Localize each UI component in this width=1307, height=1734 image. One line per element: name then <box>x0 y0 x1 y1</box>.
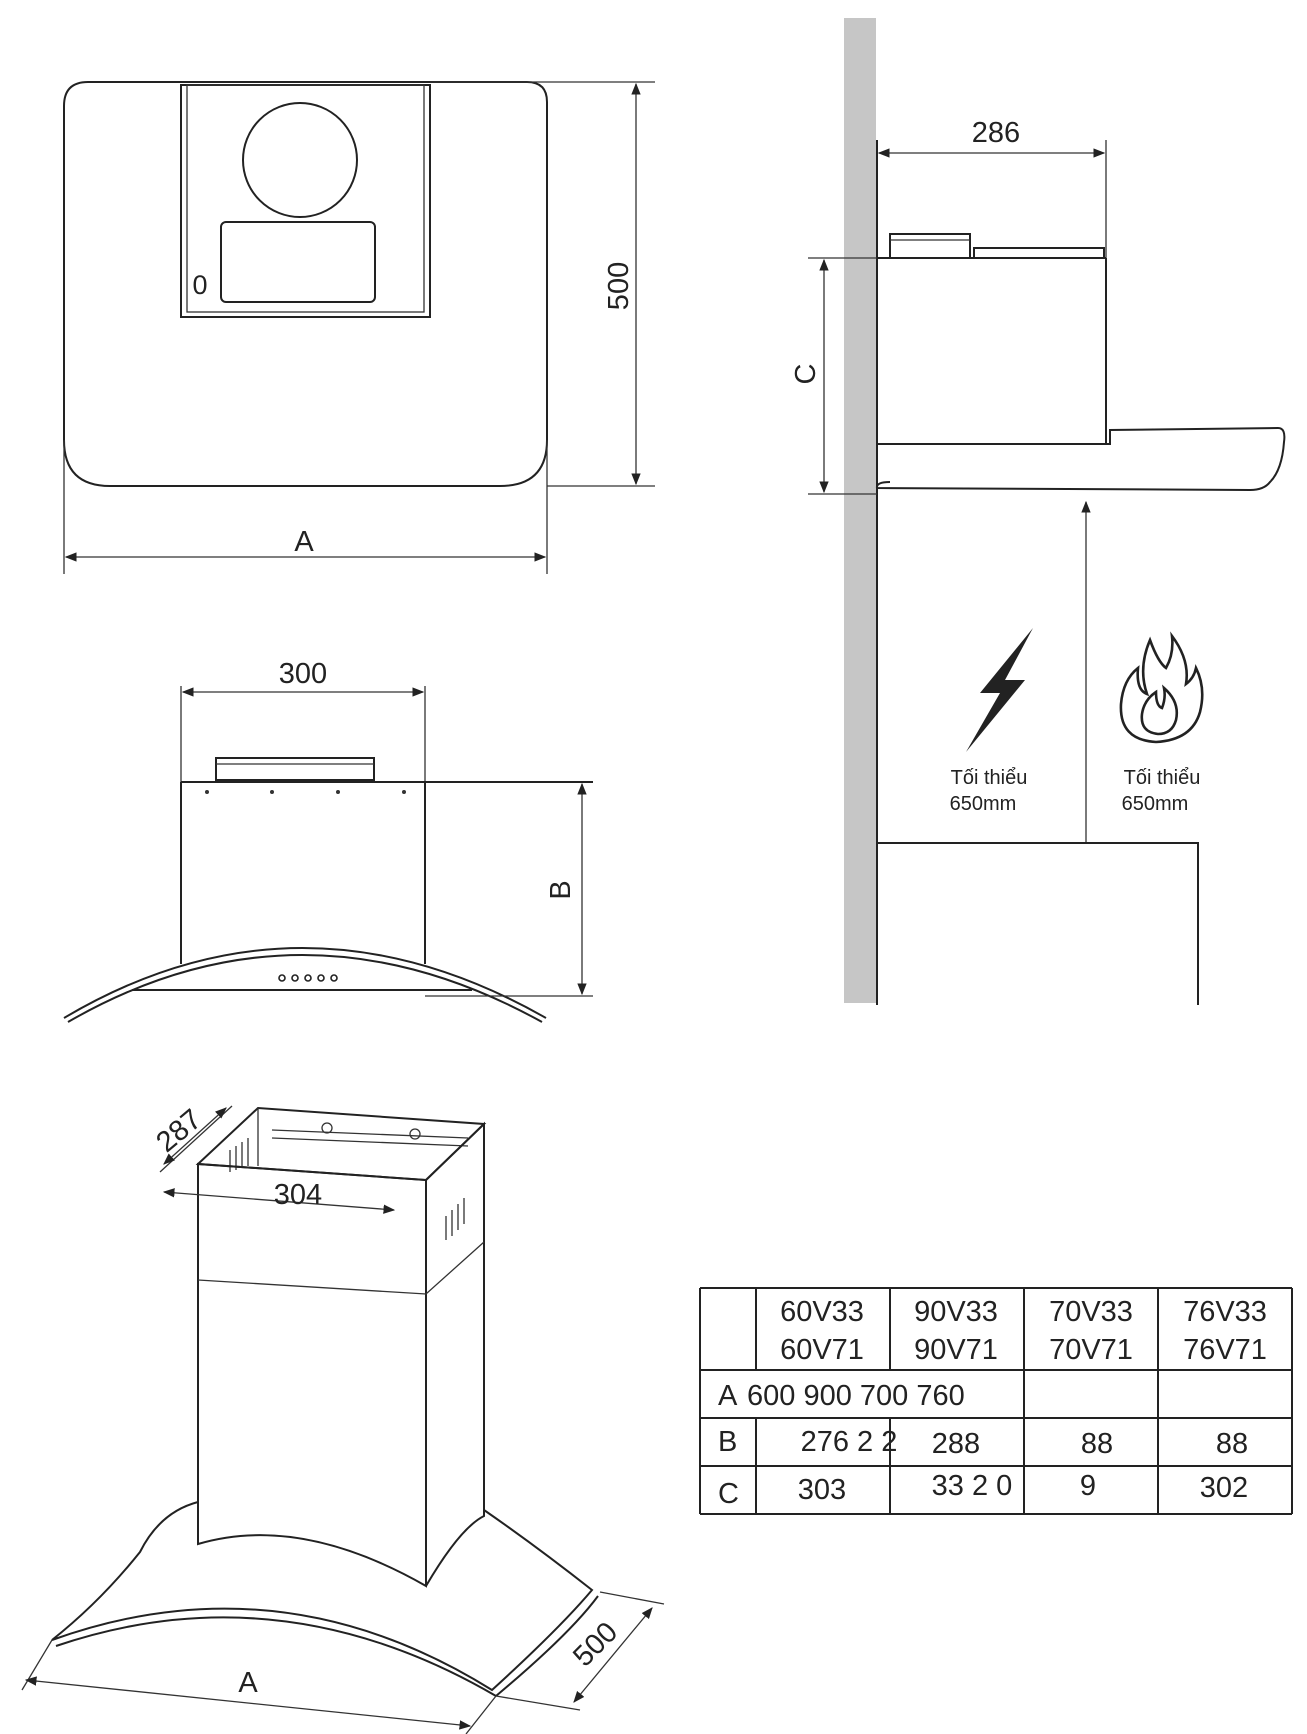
table-row-a-values: 600 900 700 760 <box>747 1380 965 1412</box>
table-header-col-4-line-1: 76V33 <box>1183 1296 1267 1328</box>
flame-icon <box>1121 636 1202 742</box>
front-view-duct-cap <box>216 758 374 780</box>
table-header-col-3-line-2: 70V71 <box>1049 1334 1133 1366</box>
table-row-c-cell-4: 302 <box>1199 1472 1249 1504</box>
table-row-c-cell-3: 9 <box>1079 1470 1097 1502</box>
top-view-panel <box>221 222 375 302</box>
table-row-b-cell-4: 88 <box>1215 1428 1249 1460</box>
side-view <box>790 18 1284 1005</box>
top-width-label: A <box>294 526 314 558</box>
top-height-label: 500 <box>603 261 635 311</box>
side-depth-label: 286 <box>971 117 1021 149</box>
table-row-b-label: B <box>718 1426 738 1458</box>
front-view-canopy <box>64 948 546 1018</box>
table-header-col-1-line-1: 60V33 <box>780 1296 864 1328</box>
table-header-col-4-line-2: 76V71 <box>1183 1334 1267 1366</box>
gas-clearance-label: Tối thiểu <box>1123 767 1201 789</box>
iso-base-width-label: A <box>238 1667 258 1699</box>
table-header-col-3-line-1: 70V33 <box>1049 1296 1133 1328</box>
electric-clearance-label: Tối thiểu <box>950 767 1028 789</box>
electric-clearance-value: 650mm <box>949 793 1017 815</box>
top-view-panel-zero: 0 <box>192 270 208 300</box>
gas-clearance-value: 650mm <box>1121 793 1189 815</box>
spec-table <box>700 1288 1292 1514</box>
side-view-worktop <box>877 843 1198 1005</box>
table-row-c-cell-1: 303 <box>797 1474 847 1506</box>
iso-base-depth-label: 500 <box>567 1616 625 1674</box>
table-header-col-2-line-1: 90V33 <box>914 1296 998 1328</box>
side-view-wall <box>844 18 876 1003</box>
top-view-chimney <box>181 85 430 317</box>
table-header-col-2-line-2: 90V71 <box>914 1334 998 1366</box>
table-row-c-cell-2: 33 2 0 <box>931 1470 1013 1502</box>
top-view-outline <box>64 82 547 486</box>
table-header-col-1-line-2: 60V71 <box>780 1334 864 1366</box>
side-height-label: C <box>790 363 822 385</box>
table-row-b-cell-3: 88 <box>1080 1428 1114 1460</box>
front-view <box>64 658 593 1022</box>
table-row-a-label: A <box>718 1380 738 1412</box>
iso-depth-label: 287 <box>150 1103 209 1159</box>
table-row-b-cell-1: 276 2 2 <box>800 1426 898 1458</box>
lightning-icon <box>966 628 1033 752</box>
front-height-label: B <box>545 880 577 900</box>
iso-canopy <box>52 1502 592 1690</box>
top-view <box>64 82 655 574</box>
iso-width-label: 304 <box>273 1179 323 1211</box>
table-row-c-label: C <box>718 1478 739 1510</box>
iso-view <box>22 1103 664 1734</box>
side-view-canopy <box>877 428 1284 490</box>
table-row-b-cell-2: 288 <box>931 1428 981 1460</box>
iso-chimney <box>198 1164 426 1586</box>
front-width-label: 300 <box>278 658 328 690</box>
top-view-outlet-circle <box>243 103 357 217</box>
